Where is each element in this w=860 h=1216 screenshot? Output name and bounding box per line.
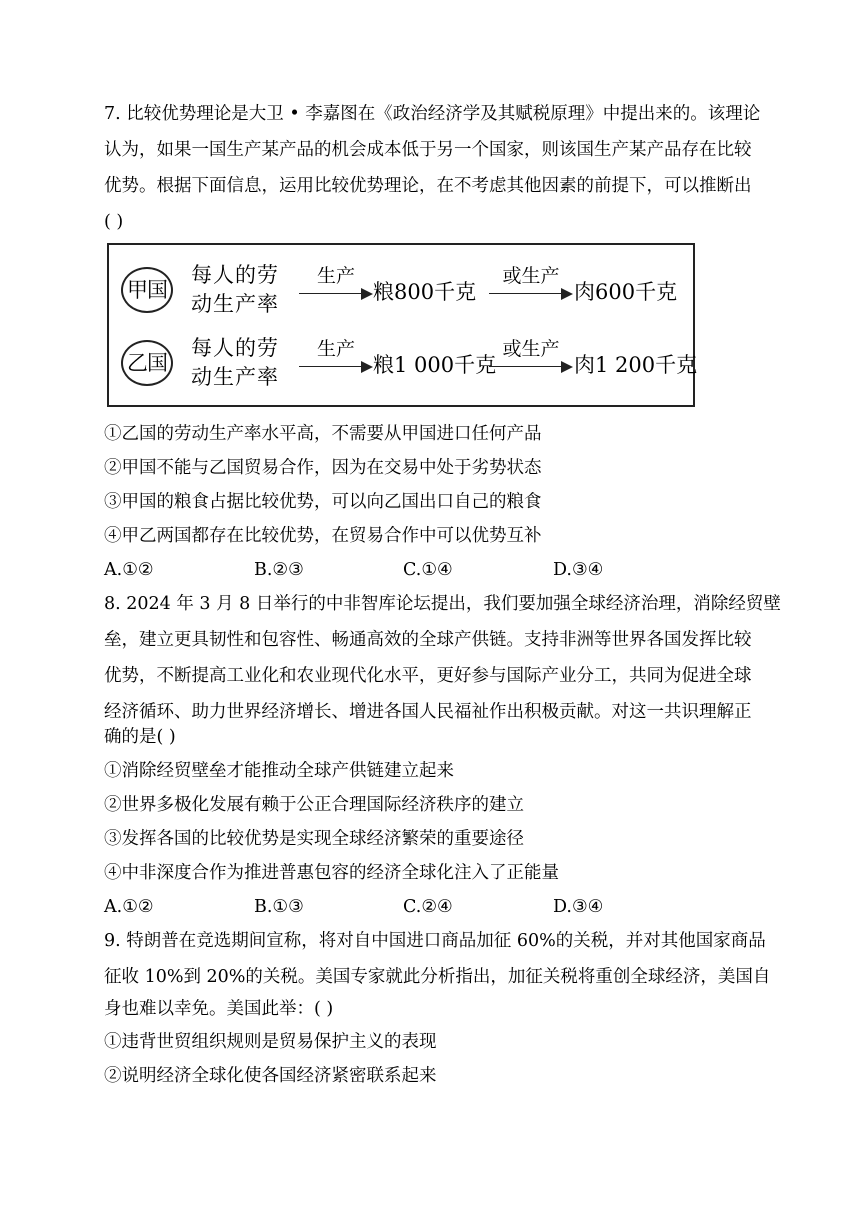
- arrow-label: 或生产: [502, 338, 560, 360]
- q7-option-c[interactable]: C.①④: [403, 560, 453, 580]
- productivity-label-line: 每人的劳: [191, 336, 279, 360]
- arrow-shaft: [489, 366, 563, 367]
- grain-output: 粮800千克: [373, 280, 477, 304]
- arrow-head-icon: [561, 361, 573, 373]
- q9-statement: ①违背世贸组织规则是贸易保护主义的表现: [104, 1032, 437, 1052]
- productivity-label: [191, 261, 291, 319]
- q8-text-line: 经济循环、助力世界经济增长、增进各国人民福祉作出积极贡献。对这一共识理解正: [104, 702, 752, 722]
- q8-option-b[interactable]: B.①③: [254, 897, 304, 917]
- arrow-label: 或生产: [502, 265, 560, 287]
- productivity-label-line: 动生产率: [191, 365, 279, 389]
- q7-text-line: 认为，如果一国生产某产品的机会成本低于另一个国家，则该国生产某产品存在比较: [104, 140, 752, 160]
- q8-option-c[interactable]: C.②④: [403, 897, 453, 917]
- arrow-shaft: [299, 366, 363, 367]
- arrow-label: 生产: [316, 338, 355, 360]
- country-circle-label: 甲国: [121, 267, 173, 313]
- q7-text-line: 7. 比较优势理论是大卫 • 李嘉图在《政治经济学及其赋税原理》中提出来的。该理论: [104, 104, 761, 124]
- arrow-head-icon: [361, 361, 373, 373]
- figure-row-country-a: [109, 259, 693, 325]
- arrow-head-icon: [561, 288, 573, 300]
- q8-statement: ③发挥各国的比较优势是实现全球经济繁荣的重要途径: [104, 829, 524, 849]
- meat-output: 肉600千克: [574, 280, 678, 304]
- country-circle-label: 乙国: [121, 340, 173, 386]
- q8-statement: ④中非深度合作为推进普惠包容的经济全球化注入了正能量: [104, 863, 559, 883]
- q7-answer-blank: ( ): [104, 212, 124, 232]
- productivity-label-line: 动生产率: [191, 292, 279, 316]
- q8-text-line: 垒，建立更具韧性和包容性、畅通高效的全球产供链。支持非洲等世界各国发挥比较: [104, 630, 752, 650]
- arrow-produce: [299, 265, 373, 305]
- q7-option-b[interactable]: B.②③: [254, 560, 304, 580]
- q9-text-line: 身也难以幸免。美国此举：( ): [104, 999, 334, 1019]
- figure-row-country-b: [109, 332, 698, 398]
- meat-output: 肉1 200千克: [574, 353, 698, 377]
- productivity-label: [191, 334, 291, 392]
- q9-text-line: 9. 特朗普在竞选期间宣称，将对自中国进口商品加征 60%的关税，并对其他国家商品: [104, 931, 766, 951]
- arrow-shaft: [489, 293, 563, 294]
- q7-option-d[interactable]: D.③④: [553, 560, 604, 580]
- q7-text-line: 优势。根据下面信息，运用比较优势理论，在不考虑其他因素的前提下，可以推断出: [104, 176, 752, 196]
- q7-statement: ③甲国的粮食占据比较优势，可以向乙国出口自己的粮食: [104, 492, 542, 512]
- q8-option-a[interactable]: A.①②: [104, 897, 154, 917]
- q8-text-line: 8. 2024 年 3 月 8 日举行的中非智库论坛提出，我们要加强全球经济治理，消除经贸壁: [104, 594, 781, 614]
- q7-productivity-figure: [107, 243, 698, 407]
- productivity-label-line: 每人的劳: [191, 263, 279, 287]
- arrow-produce: [299, 338, 373, 378]
- q9-text-line: 征收 10%到 20%的关税。美国专家就此分析指出，加征关税将重创全球经济，美国自: [104, 967, 771, 987]
- q8-text-line: 确的是( ): [104, 727, 176, 747]
- q7-statement: ④甲乙两国都存在比较优势，在贸易合作中可以优势互补: [104, 526, 542, 546]
- q7-option-a[interactable]: A.①②: [104, 560, 154, 580]
- q8-statement: ②世界多极化发展有赖于公正合理国际经济秩序的建立: [104, 795, 524, 815]
- arrow-shaft: [299, 293, 363, 294]
- q9-statement: ②说明经济全球化使各国经济紧密联系起来: [104, 1066, 437, 1086]
- q7-options: [104, 558, 754, 582]
- arrow-label: 生产: [316, 265, 355, 287]
- q7-statement: ①乙国的劳动生产率水平高，不需要从甲国进口任何产品: [104, 424, 542, 444]
- grain-output: 粮1 000千克: [373, 353, 497, 377]
- arrow-or-produce: [489, 265, 573, 305]
- q7-statement: ②甲国不能与乙国贸易合作，因为在交易中处于劣势状态: [104, 458, 542, 478]
- q8-statement: ①消除经贸壁垒才能推动全球产供链建立起来: [104, 761, 454, 781]
- arrow-or-produce: [489, 338, 573, 378]
- q8-options: [104, 895, 754, 919]
- q8-text-line: 优势，不断提高工业化和农业现代化水平，更好参与国际产业分工，共同为促进全球: [104, 666, 752, 686]
- q8-option-d[interactable]: D.③④: [553, 897, 604, 917]
- arrow-head-icon: [361, 288, 373, 300]
